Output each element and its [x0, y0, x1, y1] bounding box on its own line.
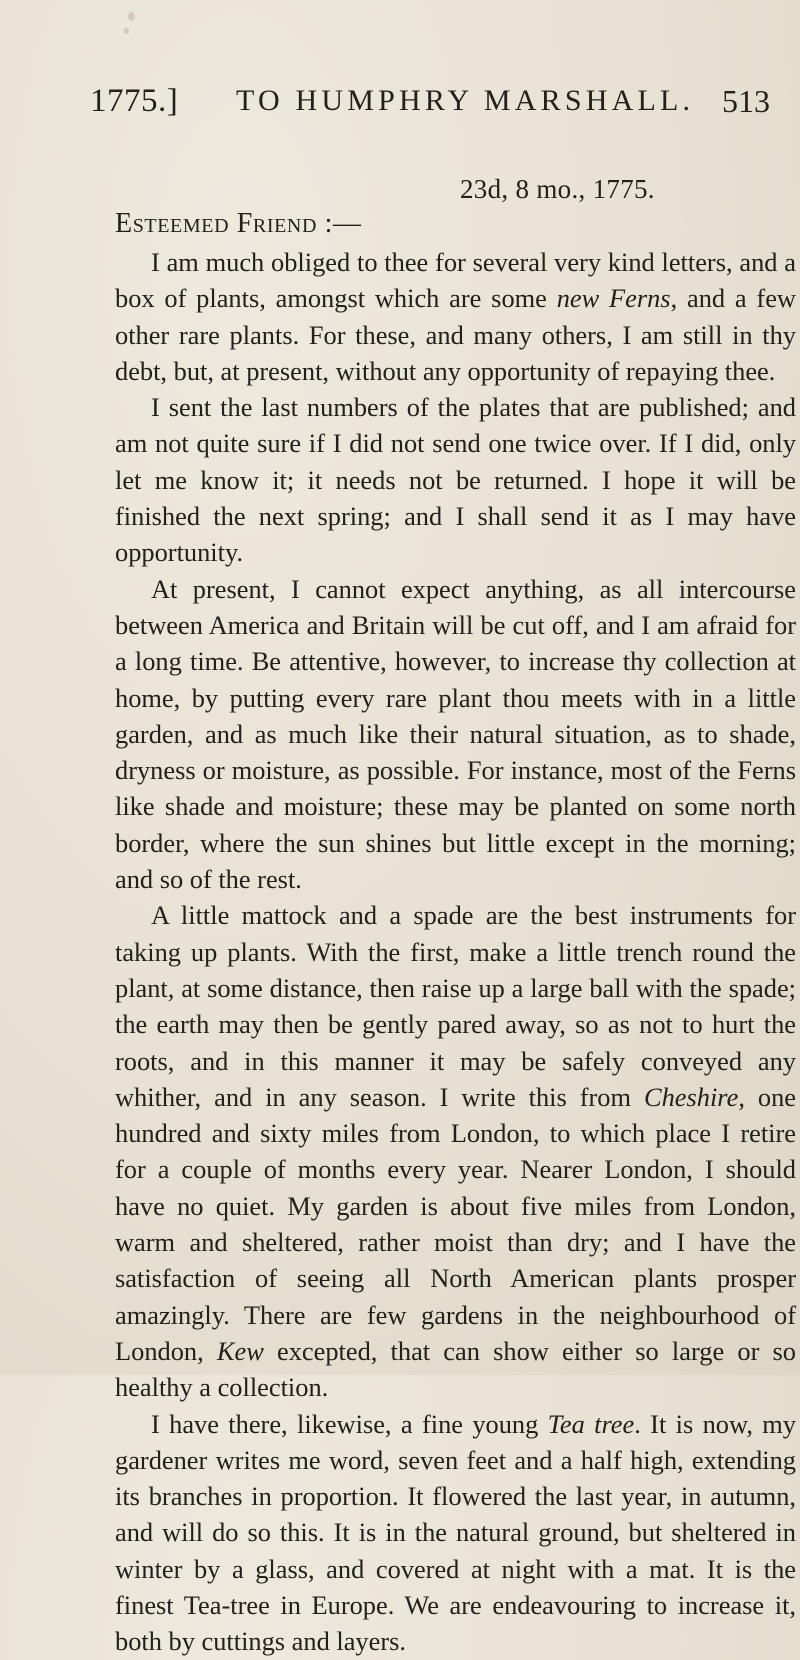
paragraph-text: A little mattock and a spade are the best instruments for taking up plants. With the first, make a little trench round the plant, at some distance, then raise up a large ball with the spade; the earth may then be gently pared away, so as not to hurt the roots, and in this manner it may be safely conveyed any whither, and in any season. I write this from	[115, 900, 796, 1112]
running-head	[90, 83, 770, 123]
running-head-year: 1775.]	[90, 83, 179, 119]
paragraph-text: excepted, that can show either so large or so healthy a collection.	[115, 1335, 797, 1403]
paragraph-text: I have there, likewise, a fine young	[151, 1408, 548, 1439]
paper-speck	[124, 28, 129, 34]
paragraph-text: , one hundred and sixty miles from London, to which place I retire for a couple of months every year. Nearer London, I should have no quiet. My garden is about five miles from London, warm and sheltered, rather moist than dry; and I have the satisfaction of seeing all North American plants prosper amazingly. There are few gardens in the neighbourhood of London,	[115, 1081, 796, 1366]
italic-text: new Ferns	[556, 283, 671, 314]
page-number: 513	[722, 83, 770, 119]
letter-date: 23d, 8 mo., 1775.	[460, 174, 655, 204]
italic-text: Tea tree	[547, 1408, 635, 1439]
letter-salutation: Esteemed Friend :—	[115, 208, 362, 239]
paragraph-text: I am much obliged to thee for several very kind letters, and a box of plants, amongst which are some	[115, 247, 796, 314]
letter-paragraph	[115, 1406, 796, 1660]
paragraph-text: I sent the last numbers of the plates that are published; and am not quite sure if I did not send one twice over. If I did, only let me know it; it needs not be returned. I hope it will be finished the next spring; and I shall send it as I may have opportunity.	[115, 392, 796, 568]
paragraph-text: , and a few other rare plants. For these, and many others, I am still in thy debt, but, at present, without any opportunity of repaying thee.	[115, 283, 796, 386]
paragraph-text: At present, I cannot expect anything, as all intercourse between America and Britain will be cut off, and I am afraid for a long time. Be attentive, however, to increase thy collection at home, by putting every rare plant thou meets with in a little garden, and as much like their natural situation, as to shade, dryness or moisture, as possible. For instance, most of the Ferns like shade and moisture; these may be planted on some north border, where the sun shines but little except in the morning; and so of the rest.	[115, 573, 796, 895]
italic-text: Cheshire	[644, 1081, 739, 1112]
paper-speck	[128, 12, 135, 21]
letter-body	[115, 244, 796, 1660]
paragraph-text: . It is now, my gardener writes me word, seven feet and a half high, extending its branches in proportion. It flowered the last year, in autumn, and will do so this. It is in the natural ground, but sheltered in winter by a glass, and covered at night with a mat. It is the finest Tea-tree in Europe. We are endeavouring to increase it, both by cuttings and layers.	[115, 1408, 796, 1657]
letter-paragraph	[115, 244, 796, 389]
letter-paragraph	[115, 571, 796, 898]
letter-paragraph	[115, 897, 796, 1405]
italic-text: Kew	[216, 1335, 264, 1366]
letter-paragraph	[115, 389, 796, 570]
running-head-title: TO HUMPHRY MARSHALL.	[236, 84, 695, 117]
